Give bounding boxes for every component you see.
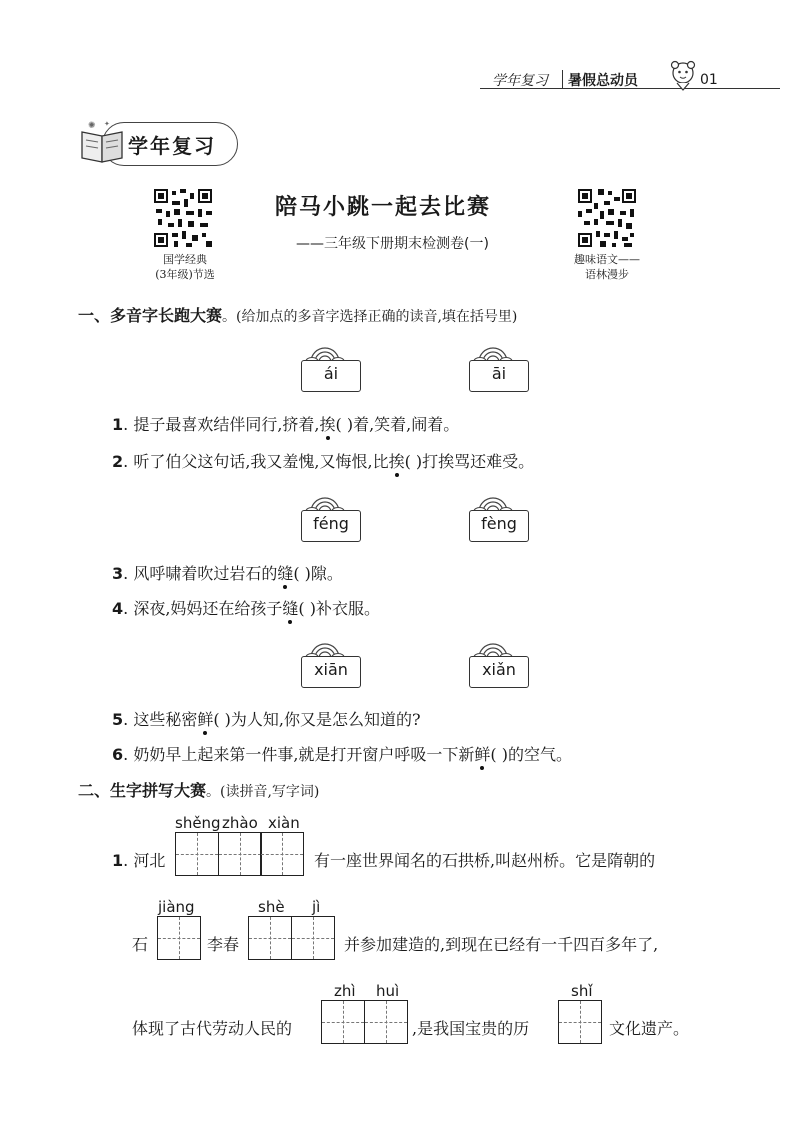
book-icon xyxy=(78,118,128,168)
writing-grid xyxy=(248,916,335,960)
answer-blank-text[interactable]: ( )隙。 xyxy=(293,564,343,583)
writing-grid xyxy=(321,1000,408,1044)
pinyin-label: huì xyxy=(376,982,400,1000)
pinyin-label: jiàng xyxy=(158,898,195,916)
pinyin-label: shè xyxy=(258,898,285,916)
section1-heading xyxy=(78,303,517,326)
question-number: 6 xyxy=(112,745,124,764)
writing-grid xyxy=(175,832,304,876)
tianzige-cell[interactable] xyxy=(157,916,201,960)
pinyin-card xyxy=(469,488,529,544)
mascot-icon xyxy=(668,60,698,92)
writing-grid xyxy=(558,1000,602,1044)
qr-right-caption-line2: 语林漫步 xyxy=(585,268,629,281)
header-separator xyxy=(562,70,563,88)
dotted-character: 挨 xyxy=(388,452,405,471)
svg-text:✺: ✺ xyxy=(88,121,96,131)
question-text-before: . 深夜,妈妈还在给孩子 xyxy=(123,599,283,618)
answer-blank-text[interactable]: ( )的空气。 xyxy=(490,745,572,764)
pinyin-card xyxy=(469,338,529,394)
dotted-character: 缝 xyxy=(282,599,299,618)
badge-label: 学年复习 xyxy=(128,134,216,158)
tianzige-cell[interactable] xyxy=(291,916,335,960)
pinyin-card-text: āi xyxy=(491,364,507,383)
question-4 xyxy=(112,596,380,619)
pinyin-card-text: xiān xyxy=(314,660,348,679)
pinyin-card-text: ái xyxy=(323,364,339,383)
section1-title: 一、多音字长跑大赛 xyxy=(78,306,223,325)
section2-title: 二、生字拼写大赛 xyxy=(78,781,207,800)
line1-prefix: . 河北 xyxy=(123,851,166,870)
tianzige-cell[interactable] xyxy=(321,1000,365,1044)
line1-lead xyxy=(112,848,165,871)
page-title: 陪马小跳一起去比赛 xyxy=(275,195,492,220)
svg-text:✦: ✦ xyxy=(104,120,110,128)
pinyin-card-text: fèng xyxy=(481,514,517,533)
line1-suffix: 有一座世界闻名的石拱桥,叫赵州桥。它是隋朝的 xyxy=(314,851,656,870)
qr-code-left[interactable] xyxy=(152,187,214,249)
qr-left-caption xyxy=(140,252,230,282)
question-6 xyxy=(112,742,572,765)
question-number: 4 xyxy=(112,599,124,618)
pinyin-label: shěng xyxy=(175,814,221,832)
pinyin-label: zhào xyxy=(222,814,258,832)
pinyin-label: jì xyxy=(312,898,321,916)
tianzige-cell[interactable] xyxy=(218,832,262,876)
tianzige-cell[interactable] xyxy=(558,1000,602,1044)
qr-right-caption xyxy=(562,252,652,282)
page-subtitle: ——三年级下册期末检测卷(一) xyxy=(296,236,489,252)
header-chapter: 学年复习 xyxy=(492,73,548,89)
answer-blank-text[interactable]: ( )补衣服。 xyxy=(298,599,380,618)
section-badge xyxy=(80,118,240,168)
pinyin-card xyxy=(469,634,529,690)
question-number: 1 xyxy=(112,851,124,870)
pinyin-card xyxy=(301,634,361,690)
question-text-before: . 风呼啸着吹过岩石的 xyxy=(123,564,278,583)
pinyin-card xyxy=(301,338,361,394)
tianzige-cell[interactable] xyxy=(248,916,292,960)
line3-middle: ,是我国宝贵的历 xyxy=(412,1019,530,1038)
answer-blank-text[interactable]: ( )打挨骂还难受。 xyxy=(404,452,535,471)
pinyin-card xyxy=(301,488,361,544)
qr-left-caption-line1: 国学经典 xyxy=(163,253,207,266)
answer-blank-text[interactable]: ( )着,笑着,闹着。 xyxy=(335,415,460,434)
line3-suffix: 文化遗产。 xyxy=(609,1019,690,1038)
question-2 xyxy=(112,449,534,472)
question-text-before: . 这些秘密 xyxy=(123,710,198,729)
writing-grid xyxy=(157,916,201,960)
qr-right-caption-line1: 趣味语文—— xyxy=(574,253,640,266)
line2-middle: 李春 xyxy=(207,935,240,954)
pinyin-label: zhì xyxy=(334,982,356,1000)
question-text-before: . 听了伯父这句话,我又羞愧,又悔恨,比 xyxy=(123,452,389,471)
line2-prefix: 石 xyxy=(132,935,149,954)
section1-instruction: 。(给加点的多音字选择正确的读音,填在括号里) xyxy=(222,309,518,325)
pinyin-label: xiàn xyxy=(268,814,300,832)
question-text-before: . 提子最喜欢结伴同行,挤着, xyxy=(123,415,320,434)
question-1 xyxy=(112,412,459,435)
line2-suffix: 并参加建造的,到现在已经有一千四百多年了, xyxy=(344,935,659,954)
pinyin-card-text: féng xyxy=(313,514,349,533)
section2-instruction: 。(读拼音,写字词) xyxy=(206,784,320,800)
question-number: 1 xyxy=(112,415,124,434)
tianzige-cell[interactable] xyxy=(364,1000,408,1044)
tianzige-cell[interactable] xyxy=(175,832,219,876)
section2-heading xyxy=(78,778,319,801)
question-number: 2 xyxy=(112,452,124,471)
dotted-character: 鲜 xyxy=(197,710,214,729)
pinyin-card-text: xiǎn xyxy=(482,660,516,679)
pinyin-label: shǐ xyxy=(571,982,593,1000)
answer-blank-text[interactable]: ( )为人知,你又是怎么知道的? xyxy=(213,710,421,729)
question-3 xyxy=(112,561,343,584)
dotted-character: 缝 xyxy=(277,564,294,583)
question-text-before: . 奶奶早上起来第一件事,就是打开窗户呼吸一下新 xyxy=(123,745,475,764)
question-number: 5 xyxy=(112,710,124,729)
qr-code-right[interactable] xyxy=(576,187,638,249)
dotted-character: 鲜 xyxy=(474,745,491,764)
question-number: 3 xyxy=(112,564,124,583)
dotted-character: 挨 xyxy=(319,415,336,434)
question-5 xyxy=(112,707,421,730)
page-number: 01 xyxy=(700,72,718,88)
qr-left-caption-line2: (3年级)节选 xyxy=(155,268,215,281)
line3-prefix: 体现了古代劳动人民的 xyxy=(132,1019,293,1038)
tianzige-cell[interactable] xyxy=(260,832,304,876)
header-brand: 暑假总动员 xyxy=(568,73,638,89)
